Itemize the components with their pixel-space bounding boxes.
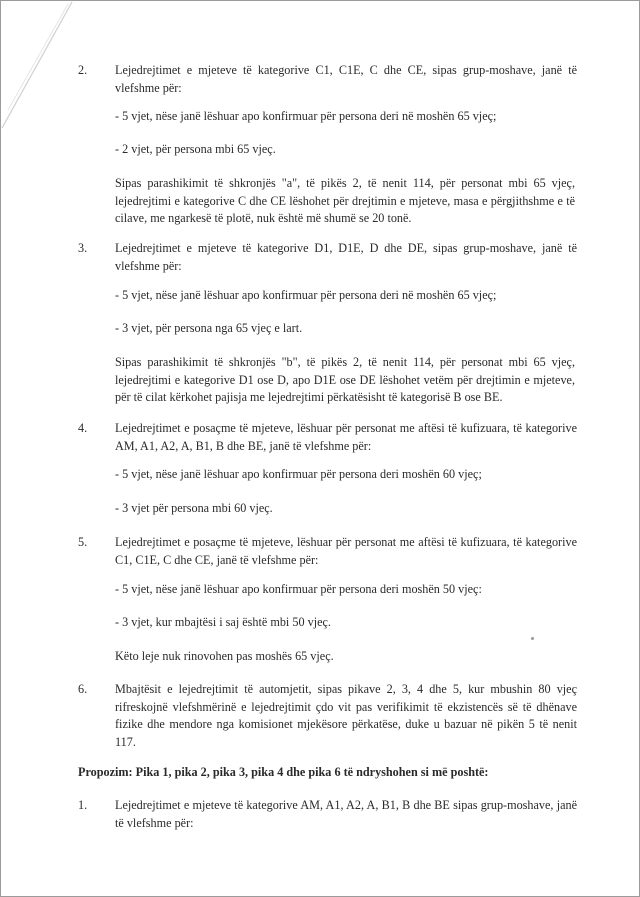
point-number: 1.: [78, 798, 88, 812]
subitem: - 3 vjet, për persona nga 65 vjeç e lart.: [115, 321, 303, 335]
subitem: - 5 vjet, nëse janë lëshuar apo konfirmuar për persona deri moshën 50 vjeç:: [115, 582, 482, 596]
point-text: Lejedrejtimet e mjeteve të kategorive D1, D1E, D dhe DE, sipas grup-moshave, janë të vlefshme për:: [115, 241, 577, 273]
point-text: Lejedrejtimet e posaçme të mjeteve, lëshuar për personat me aftësi të kufizuara, të kategorive C1, C1E, C dhe CE, janë të vlefshme për:: [115, 535, 577, 567]
subitem: - 3 vjet për persona mbi 60 vjeç.: [115, 501, 273, 515]
point-number: 6.: [78, 682, 88, 696]
point-note: Sipas parashikimit të shkronjës "a", të pikës 2, të nenit 114, për personat mbi 65 vjeç, lejedrejtimi e kategorive C dhe CE lëshohet për drejtimin e mjeteve, masa e përgjithshme e të cilave, me ngarkesë të plotë, nuk është më shumë se 20 tonë.: [115, 176, 575, 225]
subitem: - 2 vjet, për persona mbi 65 vjeç.: [115, 142, 276, 156]
point-text: Mbajtësit e lejedrejtimit të automjetit, sipas pikave 2, 3, 4 dhe 5, kur mbushin 80 vjeç rifreskojnë vlefshmërinë e lejedrejtimit çdo vit pas verifikimit të ekzistencës së të dhënave fizike dhe mendore nga komisionet mjekësore përkatëse, duke u bazuar në pikën 5 të nenit 117.: [115, 682, 577, 749]
subitem: - 3 vjet, kur mbajtësi i saj është mbi 50 vjeç.: [115, 615, 331, 629]
proposal-heading: Propozim: Pika 1, pika 2, pika 3, pika 4 dhe pika 6 të ndryshohen si më poshtë:: [78, 765, 489, 779]
point-note: Sipas parashikimit të shkronjës "b", të pikës 2, të nenit 114, për personat mbi 65 vjeç, lejedrejtimi e kategorive D1 ose D, apo D1E ose DE lëshohet vetëm për drejtimin e mjeteve, për të cilat kërkohet pajisja me lejedrejtimi përkatësisht të kategorisë B ose BE.: [115, 355, 575, 404]
point-number: 4.: [78, 421, 88, 435]
point-number: 2.: [78, 63, 88, 77]
point-note: Këto leje nuk rinovohen pas moshës 65 vjeç.: [115, 649, 334, 663]
subitem: - 5 vjet, nëse janë lëshuar apo konfirmuar për persona deri në moshën 65 vjeç;: [115, 288, 497, 302]
point-number: 5.: [78, 535, 88, 549]
point-text: Lejedrejtimet e posaçme të mjeteve, lëshuar për personat me aftësi të kufizuara, të kategorive AM, A1, A2, A, B1, B dhe BE, janë të vlefshme për:: [115, 421, 577, 453]
point-number: 3.: [78, 241, 88, 255]
subitem: - 5 vjet, nëse janë lëshuar apo konfirmuar për persona deri në moshën 65 vjeç;: [115, 109, 497, 123]
point-text: Lejedrejtimet e mjeteve të kategorive C1, C1E, C dhe CE, sipas grup-moshave, janë të vlefshme për:: [115, 63, 577, 95]
subitem: - 5 vjet, nëse janë lëshuar apo konfirmuar për persona deri moshën 60 vjeç;: [115, 467, 482, 481]
point-text: Lejedrejtimet e mjeteve të kategorive AM, A1, A2, A, B1, B dhe BE sipas grup-moshave, janë të vlefshme për:: [115, 798, 577, 830]
scan-speck: [531, 637, 534, 640]
